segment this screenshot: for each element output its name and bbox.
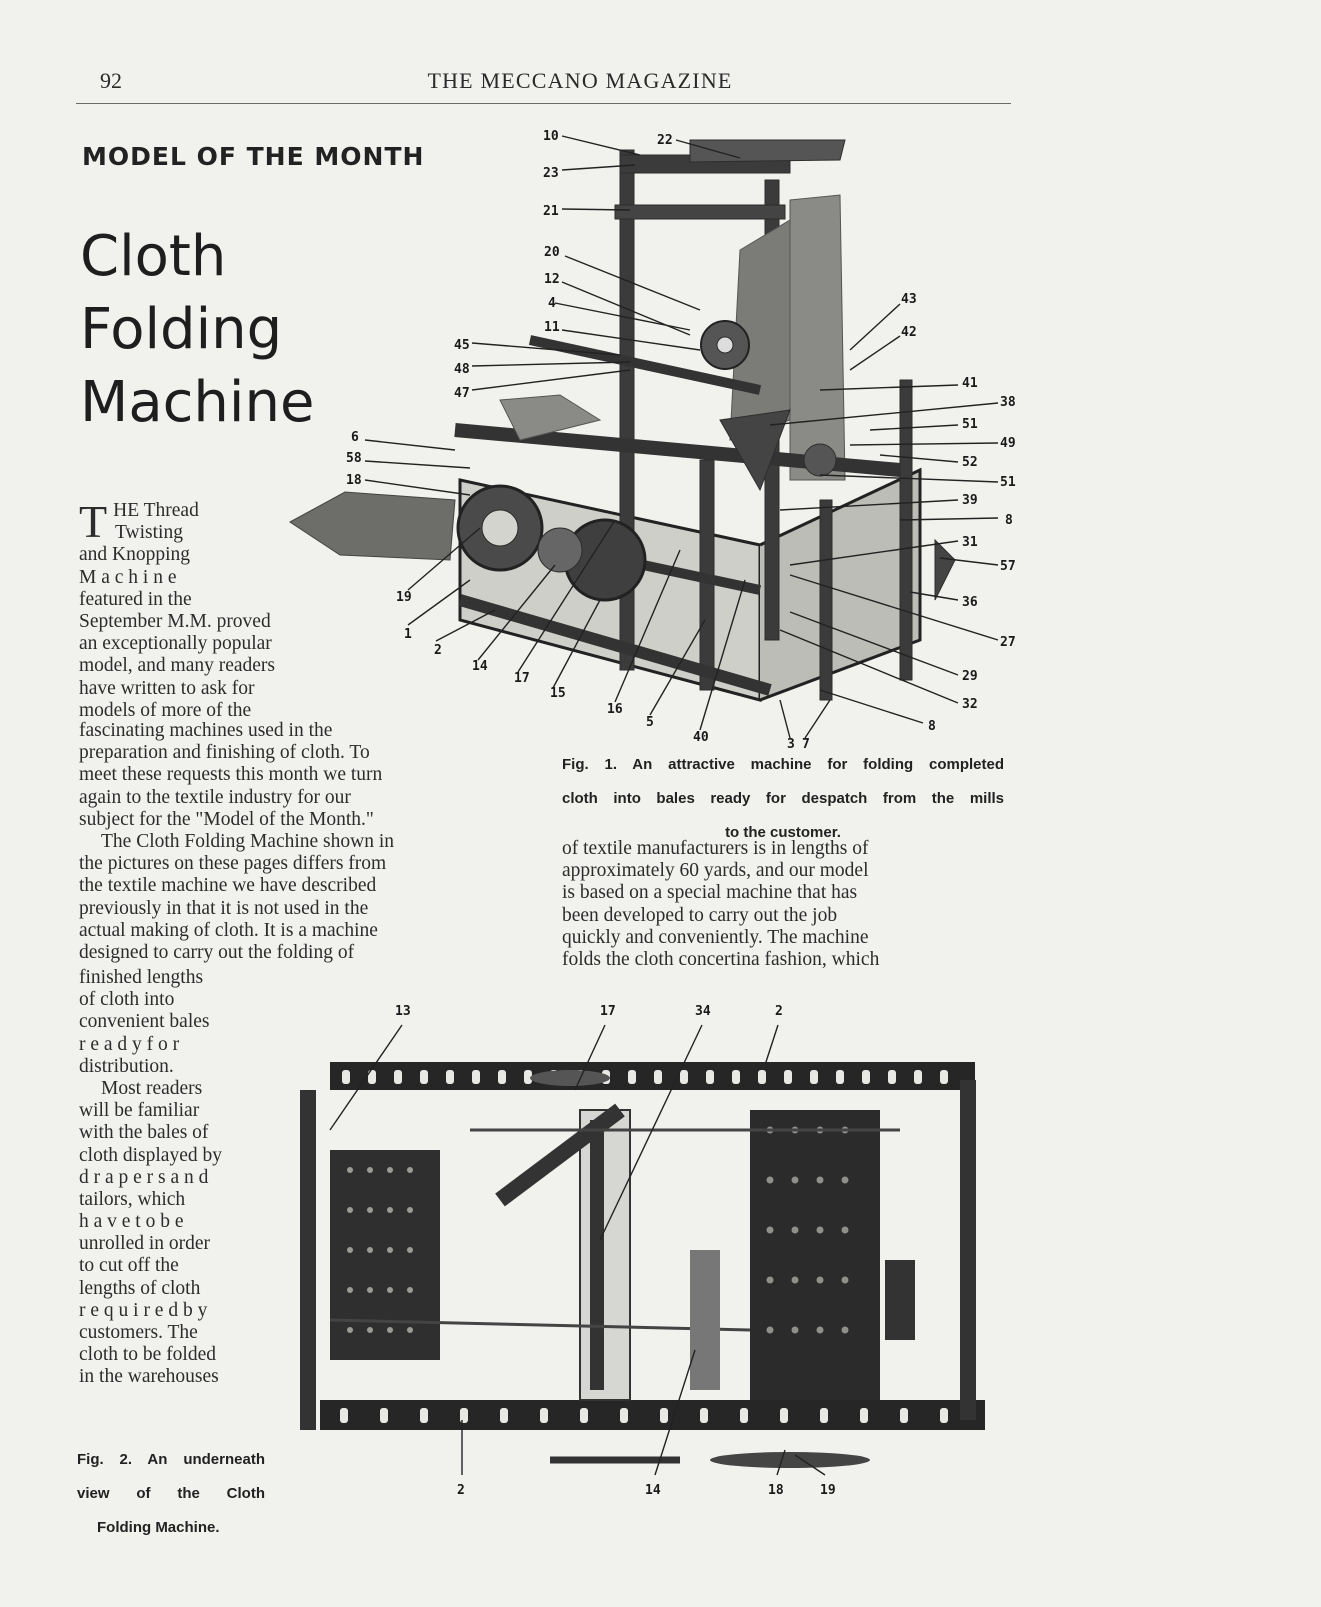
text-line: Twisting — [115, 522, 183, 544]
callout-label: 3 — [787, 737, 795, 752]
text-line: lengths of cloth — [79, 1277, 201, 1299]
callout-label: 43 — [901, 292, 917, 307]
callout-label: 16 — [607, 702, 623, 717]
text-line: of cloth into — [79, 989, 175, 1011]
callout-label: 40 — [693, 730, 709, 745]
figure-2-illustration — [290, 1004, 1010, 1520]
callout-label: 19 — [396, 590, 412, 605]
callout-label: 51 — [1000, 475, 1016, 490]
caption-line: Folding Machine. — [97, 1519, 220, 1536]
callout-label: 1 — [404, 627, 412, 642]
callout-label: 47 — [454, 386, 470, 401]
callout-label: 45 — [454, 338, 470, 353]
callout-label: 34 — [695, 1004, 711, 1019]
callout-label: 21 — [543, 204, 559, 219]
title-line: Folding — [80, 297, 283, 362]
drop-cap: T — [79, 496, 108, 547]
text-line: approximately 60 yards, and our model — [562, 860, 869, 882]
text-line: designed to carry out the folding of — [79, 941, 355, 963]
text-line: cloth to be folded — [79, 1344, 217, 1366]
callout-label: 13 — [395, 1004, 411, 1019]
text-line: to cut off the — [79, 1255, 179, 1277]
callout-label: 52 — [962, 455, 978, 470]
text-line: an exceptionally popular — [79, 633, 272, 655]
callout-label: 14 — [472, 659, 488, 674]
title-line: Machine — [80, 370, 315, 435]
text-line: and Knopping — [79, 544, 191, 566]
callout-label: 7 — [802, 737, 810, 752]
body-column-intro — [79, 496, 291, 722]
text-line: in the warehouses — [79, 1366, 219, 1388]
body-column-continued — [79, 967, 265, 1389]
text-line: have written to ask for — [79, 677, 255, 699]
callout-label: 8 — [1005, 513, 1013, 528]
callout-label: 17 — [600, 1004, 616, 1019]
callout-label: 57 — [1000, 559, 1016, 574]
text-line: quickly and conveniently. The machine — [562, 926, 869, 948]
text-line: tailors, which — [79, 1188, 186, 1210]
text-line: the textile machine we have described — [79, 875, 377, 897]
callout-label: 17 — [514, 671, 530, 686]
callout-label: 8 — [928, 719, 936, 734]
callout-label: 11 — [544, 320, 560, 335]
callout-label: 29 — [962, 669, 978, 684]
text-line: the pictures on these pages differs from — [79, 853, 387, 875]
text-line: M a c h i n e — [79, 566, 177, 588]
callout-label: 58 — [346, 451, 362, 466]
text-line: distribution. — [79, 1055, 174, 1077]
callout-label: 51 — [962, 417, 978, 432]
text-line: Most readers — [101, 1077, 203, 1099]
text-line: finished lengths — [79, 967, 204, 988]
callout-label: 48 — [454, 362, 470, 377]
title-line: Cloth — [80, 224, 227, 289]
text-line: HE Thread — [113, 500, 199, 521]
callout-label: 39 — [962, 493, 978, 508]
text-line: model, and many readers — [79, 655, 276, 677]
text-line: preparation and finishing of cloth. To — [79, 742, 370, 764]
text-line: convenient bales — [79, 1011, 210, 1033]
text-line: featured in the — [79, 588, 192, 610]
machine-frame-drawing — [290, 140, 955, 700]
body-column-main — [79, 720, 522, 964]
callout-label: 18 — [768, 1483, 784, 1498]
callout-label: 12 — [544, 272, 560, 287]
callout-label: 10 — [543, 129, 559, 144]
text-line: d r a p e r s a n d — [79, 1166, 209, 1188]
text-line: r e q u i r e d b y — [79, 1299, 208, 1321]
text-line: actual making of cloth. It is a machine — [79, 919, 378, 941]
callout-label: 14 — [645, 1483, 661, 1498]
body-column-right — [562, 838, 1004, 971]
callout-label: 42 — [901, 325, 917, 340]
section-label: MODEL OF THE MONTH — [82, 142, 425, 171]
callout-label: 19 — [820, 1483, 836, 1498]
figure-1-caption — [562, 756, 1004, 841]
text-line: cloth displayed by — [79, 1144, 222, 1166]
callout-label: 22 — [657, 133, 673, 148]
callout-label: 18 — [346, 473, 362, 488]
text-line: is based on a special machine that has — [562, 882, 858, 904]
text-line: The Cloth Folding Machine shown in — [101, 830, 395, 852]
caption-line: cloth into bales ready for despatch from the mills — [562, 790, 1004, 807]
caption-line: to the customer. — [725, 824, 841, 841]
callout-label: 4 — [548, 296, 556, 311]
text-line: September M.M. proved — [79, 610, 271, 632]
text-line: will be familiar — [79, 1100, 200, 1122]
figure-2-caption — [77, 1451, 265, 1536]
text-line: customers. The — [79, 1322, 198, 1343]
text-line: been developed to carry out the job — [562, 904, 838, 926]
text-line: with the bales of — [79, 1122, 209, 1144]
callout-label: 31 — [962, 535, 978, 550]
text-line: h a v e t o b e — [79, 1211, 184, 1233]
text-line: previously in that it is not used in the — [79, 897, 369, 919]
callout-label: 6 — [351, 430, 359, 445]
underside-view-drawing — [300, 1062, 985, 1468]
callout-label: 20 — [544, 245, 560, 260]
callout-label: 2 — [457, 1483, 465, 1498]
callout-label: 2 — [775, 1004, 783, 1019]
callout-label: 15 — [550, 686, 566, 701]
caption-line: Fig. 1. An attractive machine for folding completed — [562, 756, 1004, 773]
text-line: models of more of the — [79, 699, 252, 721]
caption-line: view of the Cloth — [77, 1485, 265, 1502]
text-line: r e a d y f o r — [79, 1033, 180, 1055]
text-line: meet these requests this month we turn — [79, 764, 383, 786]
text-line: subject for the "Model of the Month." — [79, 808, 374, 830]
text-line: folds the cloth concertina fashion, which — [562, 948, 880, 970]
text-line: unrolled in order — [79, 1233, 211, 1255]
callout-label: 32 — [962, 697, 978, 712]
callout-label: 36 — [962, 595, 978, 610]
callout-label: 23 — [543, 166, 559, 181]
callout-label: 5 — [646, 715, 654, 730]
callout-label: 41 — [962, 376, 978, 391]
callout-label: 38 — [1000, 395, 1016, 410]
callout-label: 27 — [1000, 635, 1016, 650]
callout-label: 2 — [434, 643, 442, 658]
page-number: 92 — [100, 68, 122, 93]
text-line: of textile manufacturers is in lengths of — [562, 838, 869, 859]
running-header: THE MECCANO MAGAZINE — [427, 68, 733, 93]
text-line: again to the textile industry for our — [79, 786, 351, 808]
caption-line: Fig. 2. An underneath — [77, 1451, 265, 1468]
text-line: fascinating machines used in the — [79, 720, 333, 741]
callout-label: 49 — [1000, 436, 1016, 451]
